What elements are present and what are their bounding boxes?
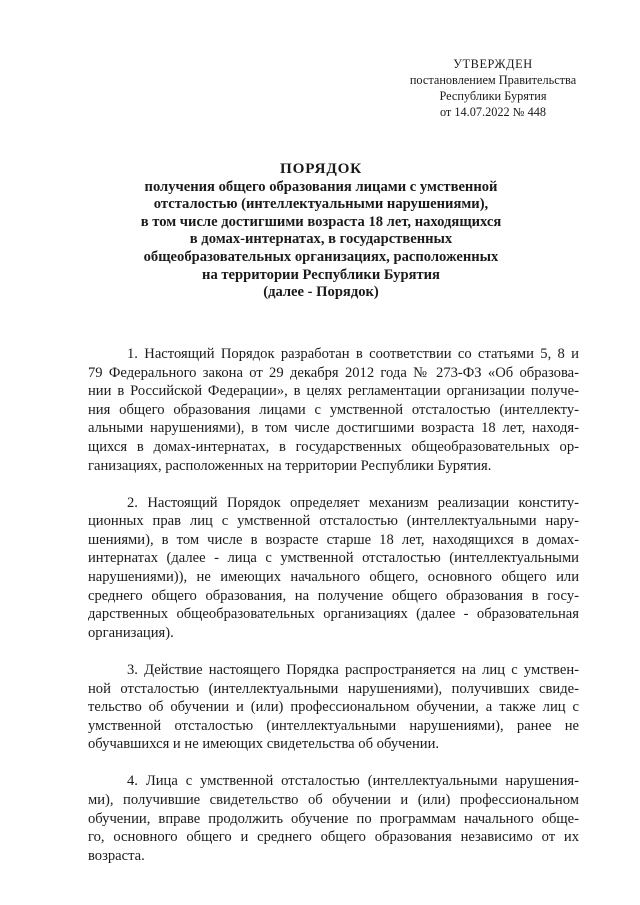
paragraph-line: умственной отсталостью (интеллектуальными нарушениями), ранее не [88,717,579,734]
approval-title: УТВЕРЖДЕН [453,57,533,71]
paragraph-line: 1. Настоящий Порядок разработан в соответствии со статьями 5, 8 и [127,346,579,362]
document-heading: ПОРЯДОК [280,160,362,177]
paragraph-line: ционных прав лиц с умственной отсталостью (интеллектуальными нару- [88,513,579,530]
paragraph-line: среднего общего образования, на получение общего образования в госу- [88,587,579,604]
paragraph-3 [88,661,579,754]
paragraph-line: 79 Федерального закона от 29 декабря 2012 года № 273-ФЗ «Об образова- [88,364,579,381]
document-title-block [90,160,552,302]
paragraph-line: ния общего образования лицами с умственной отсталостью (интеллекту- [88,401,579,418]
paragraph-line: организация). [88,624,174,641]
title-line: в том числе достигшими возраста 18 лет, находящихся [140,213,502,230]
paragraph-line: обучении, вправе продолжить обучение по программам начального обще- [88,810,579,827]
title-line: общеобразовательных организациях, расположенных [143,248,499,265]
paragraph-line: 3. Действие настоящего Порядка распространяется на лиц с умствен- [127,661,579,678]
approval-line-3: от 14.07.2022 № 448 [439,105,547,119]
paragraph-line: тельство об обучении и (или) профессиональном обучении, а также лиц с [88,699,579,716]
paragraph-line: интернатах (далее - лица с умственной отсталостью (интеллектуальными [88,550,579,567]
paragraph-line: ганизациях, расположенных на территории Республики Бурятия. [88,457,492,474]
title-line: отсталостью (интеллектуальными нарушениями), [153,196,489,213]
paragraph-line: нии в Российской Федерации», в целях регламентации организации получе- [88,383,579,400]
paragraph-line: нарушениями)), не имеющих начального общего, основного общего или [88,569,579,586]
title-line: получения общего образования лицами с умственной [144,178,498,195]
paragraph-line: альными нарушениями), в том числе достигшими возраста 18 лет, находя- [88,420,579,437]
title-line: в домах-интернатах, в государственных [189,231,453,248]
paragraph-line: возраста. [88,847,145,864]
paragraph-line: щихся в домах-интернатах, в государственных общеобразовательных ор- [88,438,579,455]
paragraph-line: го, основного общего и среднего общего образования независимо от их [88,829,579,846]
paragraph-1 [88,345,579,475]
approval-line-2: Республики Бурятия [439,89,547,103]
paragraph-2 [88,494,579,643]
paragraph-4 [88,772,579,865]
paragraph-line: ми), получившие свидетельство об обучении и (или) профессиональном [88,791,579,808]
paragraph-line: шениями), в том числе в возрасте старше 18 лет, находящихся в домах- [88,531,579,548]
paragraph-line: ной отсталостью (интеллектуальными нарушениями), получивших свиде- [88,680,579,697]
approval-line-1: постановлением Правительства [409,73,577,87]
document-body [88,345,579,884]
paragraph-line: 4. Лица с умственной отсталостью (интеллектуальными нарушения- [127,773,579,790]
paragraph-line: обучавшихся и не имеющих свидетельства об обучении. [88,736,440,753]
title-line: (далее - Порядок) [263,284,379,301]
title-line: на территории Республики Бурятия [202,266,440,283]
paragraph-line: 2. Настоящий Порядок определяет механизм реализации конститу- [127,494,579,511]
approval-stamp [398,56,588,120]
paragraph-line: дарственных общеобразовательных организациях (далее - образовательная [88,606,579,623]
